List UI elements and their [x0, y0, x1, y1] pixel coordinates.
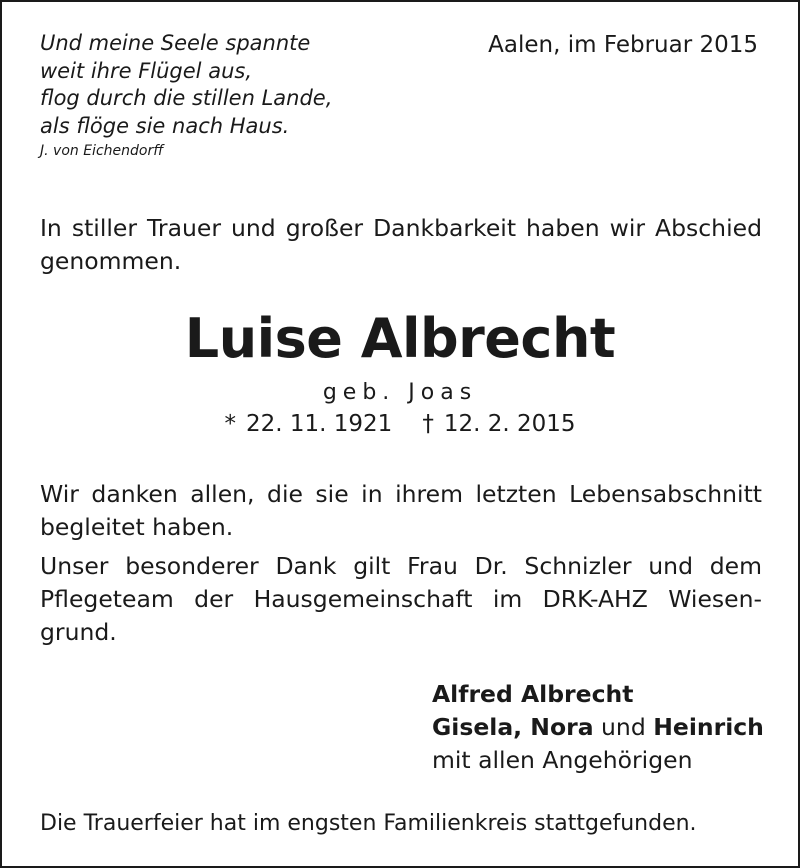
poem-line-2: weit ihre Flügel aus, — [40, 58, 252, 83]
signer-1: Alfred Albrecht — [432, 680, 634, 708]
deceased-name: Luise Albrecht — [184, 307, 616, 370]
place-date: Aalen, im Februar 2015 — [488, 32, 758, 58]
birth-date: 22. 11. 1921 — [246, 411, 393, 437]
death-symbol: † — [422, 411, 434, 437]
life-dates — [2, 408, 798, 440]
poem-quote — [40, 30, 332, 162]
poem-line-4: als flöge sie nach Haus. — [40, 113, 290, 138]
thanks-paragraph-1: Wir danken allen, die sie in ihrem letzten Lebensabschnitt begleitet haben. — [40, 480, 762, 541]
poem-line-3: flog durch die stillen Lande, — [40, 86, 333, 110]
poem-author: J. von Eichendorff — [40, 143, 164, 159]
signer-2: Gisela, Nora — [432, 713, 594, 741]
closing-note: Die Trauerfeier hat im engsten Familienkreis stattgefunden. — [40, 811, 697, 836]
poem-line-1: Und meine Seele spannte — [40, 31, 311, 55]
signer-connector: und — [593, 713, 654, 741]
signer-relatives: mit allen Angehörigen — [432, 746, 693, 774]
death-date: 12. 2. 2015 — [443, 411, 576, 437]
intro-text: In stiller Trauer und großer Dankbarkeit haben wir Abschied genommen. — [40, 214, 762, 275]
signers-block — [432, 678, 764, 777]
signer-3: Heinrich — [653, 713, 764, 741]
maiden-name: geb. Joas — [322, 380, 478, 405]
thanks-paragraph-2: Unser besonderer Dank gilt Frau Dr. Schnizler und dem Pflegeteam der Hausgemeinschaft im DRK-AHZ Wiesengrund. — [40, 552, 762, 646]
birth-symbol: * — [224, 411, 236, 437]
